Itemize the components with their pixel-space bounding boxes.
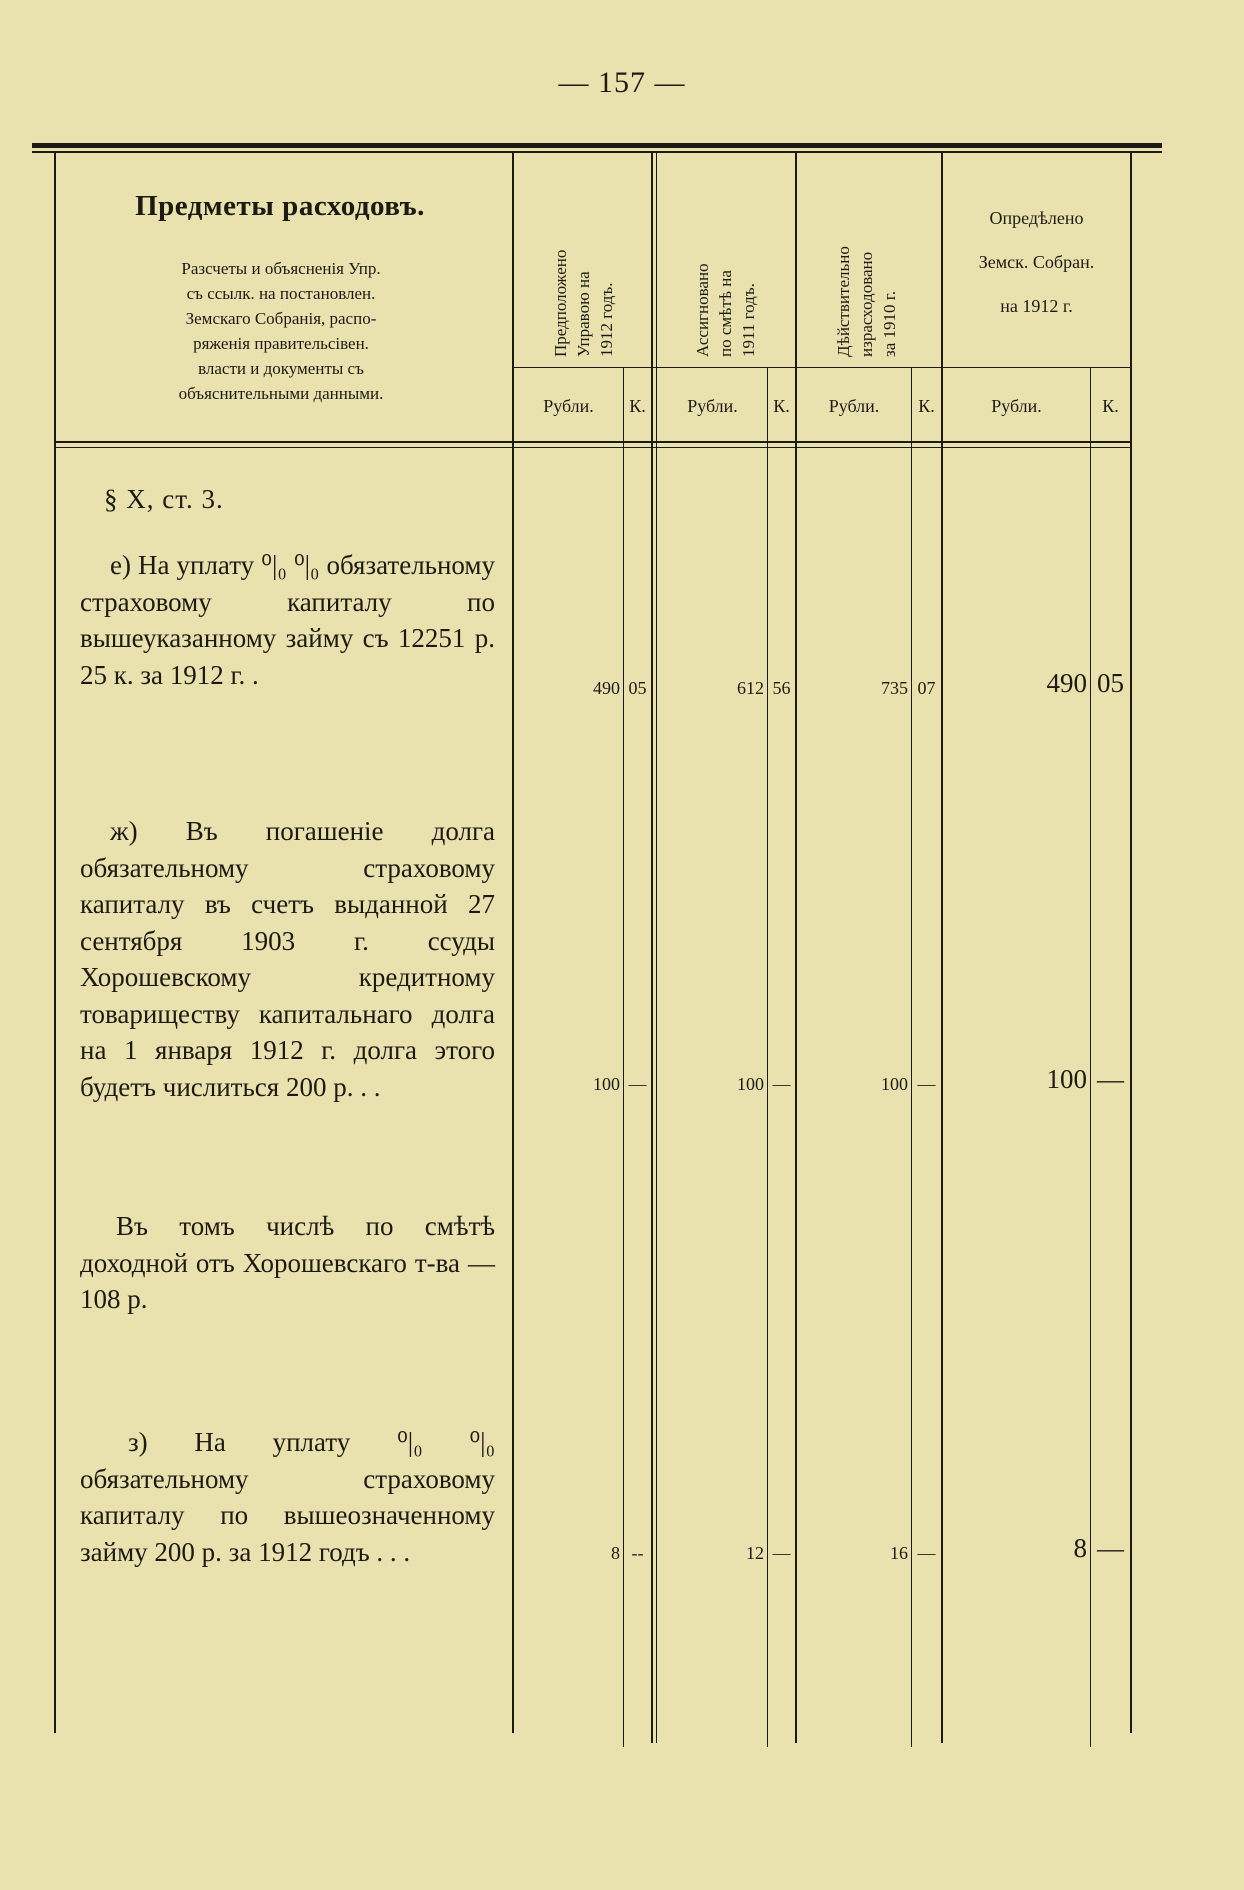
header-title: Предметы расходовъ. — [135, 190, 425, 222]
col-line-k2 — [767, 367, 768, 1747]
row-e-text: е) На уплату ⁰|₀ ⁰|₀ обязательному страховому капиталу по вышеуказанному займу съ 12251 р. 25 к. за 1912 г. . — [80, 550, 495, 690]
unit-rubles-2: Рубли. — [687, 396, 738, 416]
row-zh-determined-k: — — [1097, 1064, 1124, 1094]
header-proposed: Предположено Управою на 1912 годъ. — [551, 249, 616, 357]
unit-rubles-1: Рубли. — [543, 396, 594, 416]
row-e-assigned-rub: 612 — [737, 678, 764, 698]
row-zh-spent-k: — — [917, 1074, 936, 1094]
row-z-proposed-k: -- — [631, 1543, 644, 1563]
row-zh-determined-rub: 100 — [1046, 1064, 1087, 1094]
header-spent: Дѣйствительно израсходовано за 1910 г. — [834, 246, 899, 357]
col-line-proposed — [651, 153, 653, 1743]
row-e-assigned-k: 56 — [772, 678, 791, 698]
row-z-proposed-rub: 8 — [611, 1543, 620, 1563]
row-e-proposed-k: 05 — [628, 678, 647, 698]
page-number: — 157 — — [558, 66, 686, 99]
row-zh-text: ж) Въ погашеніе долга обязательному страховому капиталу въ счетъ выданной 27 сентября 1903 г. ссуды Хорошевскому кредитному товариществу капитальнаго долга на 1 января 1912 г. долга этого будетъ числиться 200 р. . . — [80, 816, 495, 1102]
row-zh-proposed-k: — — [628, 1074, 647, 1094]
col-line-assigned — [795, 153, 797, 1743]
section-heading: § X, ст. 3. — [104, 484, 224, 514]
col-line-proposed-2 — [656, 153, 657, 1743]
col-line-right — [1130, 153, 1132, 1733]
unit-k-3: К. — [918, 396, 935, 416]
row-e-spent-k: 07 — [917, 678, 936, 698]
row-e-proposed-rub: 490 — [593, 678, 620, 698]
top-rule-thick — [32, 143, 1162, 148]
col-line-spent — [941, 153, 943, 1743]
row-note-text: Въ томъ числѣ по смѣтѣ доходной отъ Хорошевскаго т-ва — 108 р. — [80, 1211, 495, 1314]
top-rule-thin — [32, 151, 1162, 153]
col-line-k3 — [911, 367, 912, 1747]
header-assigned: Ассигновано по смѣтѣ на 1911 годъ. — [693, 263, 758, 357]
row-z-spent-rub: 16 — [890, 1543, 908, 1563]
row-z-determined-k: — — [1097, 1533, 1124, 1563]
header-determined: Опредѣлено Земск. Собран. на 1912 г. — [978, 208, 1095, 316]
unit-k-1: К. — [629, 396, 646, 416]
unit-k-2: К. — [773, 396, 790, 416]
row-e-spent-rub: 735 — [881, 678, 908, 698]
row-z-text: з) На уплату ⁰|₀ ⁰|₀ обязательному страховому капиталу по вышеозначенному займу 200 р. за 1912 годъ . . . — [80, 1427, 495, 1567]
row-e-determined-k: 05 — [1097, 668, 1124, 698]
row-zh-proposed-rub: 100 — [593, 1074, 620, 1094]
col-line-k1 — [623, 367, 624, 1747]
col-line-left — [54, 153, 56, 1733]
header-bottom-rule-2 — [55, 447, 1130, 448]
header-unit-rule — [514, 367, 1130, 368]
col-line-desc — [512, 153, 514, 1733]
unit-rubles-4: Рубли. — [991, 396, 1042, 416]
row-e-determined-rub: 490 — [1046, 668, 1087, 698]
row-z-spent-k: — — [917, 1543, 936, 1563]
row-z-assigned-k: — — [772, 1543, 791, 1563]
unit-k-4: К. — [1102, 396, 1119, 416]
header-subtitle: Разсчеты и объясненія Упр. съ ссылк. на постановлен. Земскаго Собранія, распо- ряженія правительсівен. власти и документы съ объяснительными данными. — [178, 259, 384, 403]
row-zh-spent-rub: 100 — [881, 1074, 908, 1094]
header-bottom-rule — [55, 441, 1130, 443]
row-zh-assigned-k: — — [772, 1074, 791, 1094]
unit-rubles-3: Рубли. — [828, 396, 880, 416]
row-z-assigned-rub: 12 — [746, 1543, 764, 1563]
row-z-determined-rub: 8 — [1073, 1533, 1087, 1563]
row-zh-assigned-rub: 100 — [737, 1074, 764, 1094]
